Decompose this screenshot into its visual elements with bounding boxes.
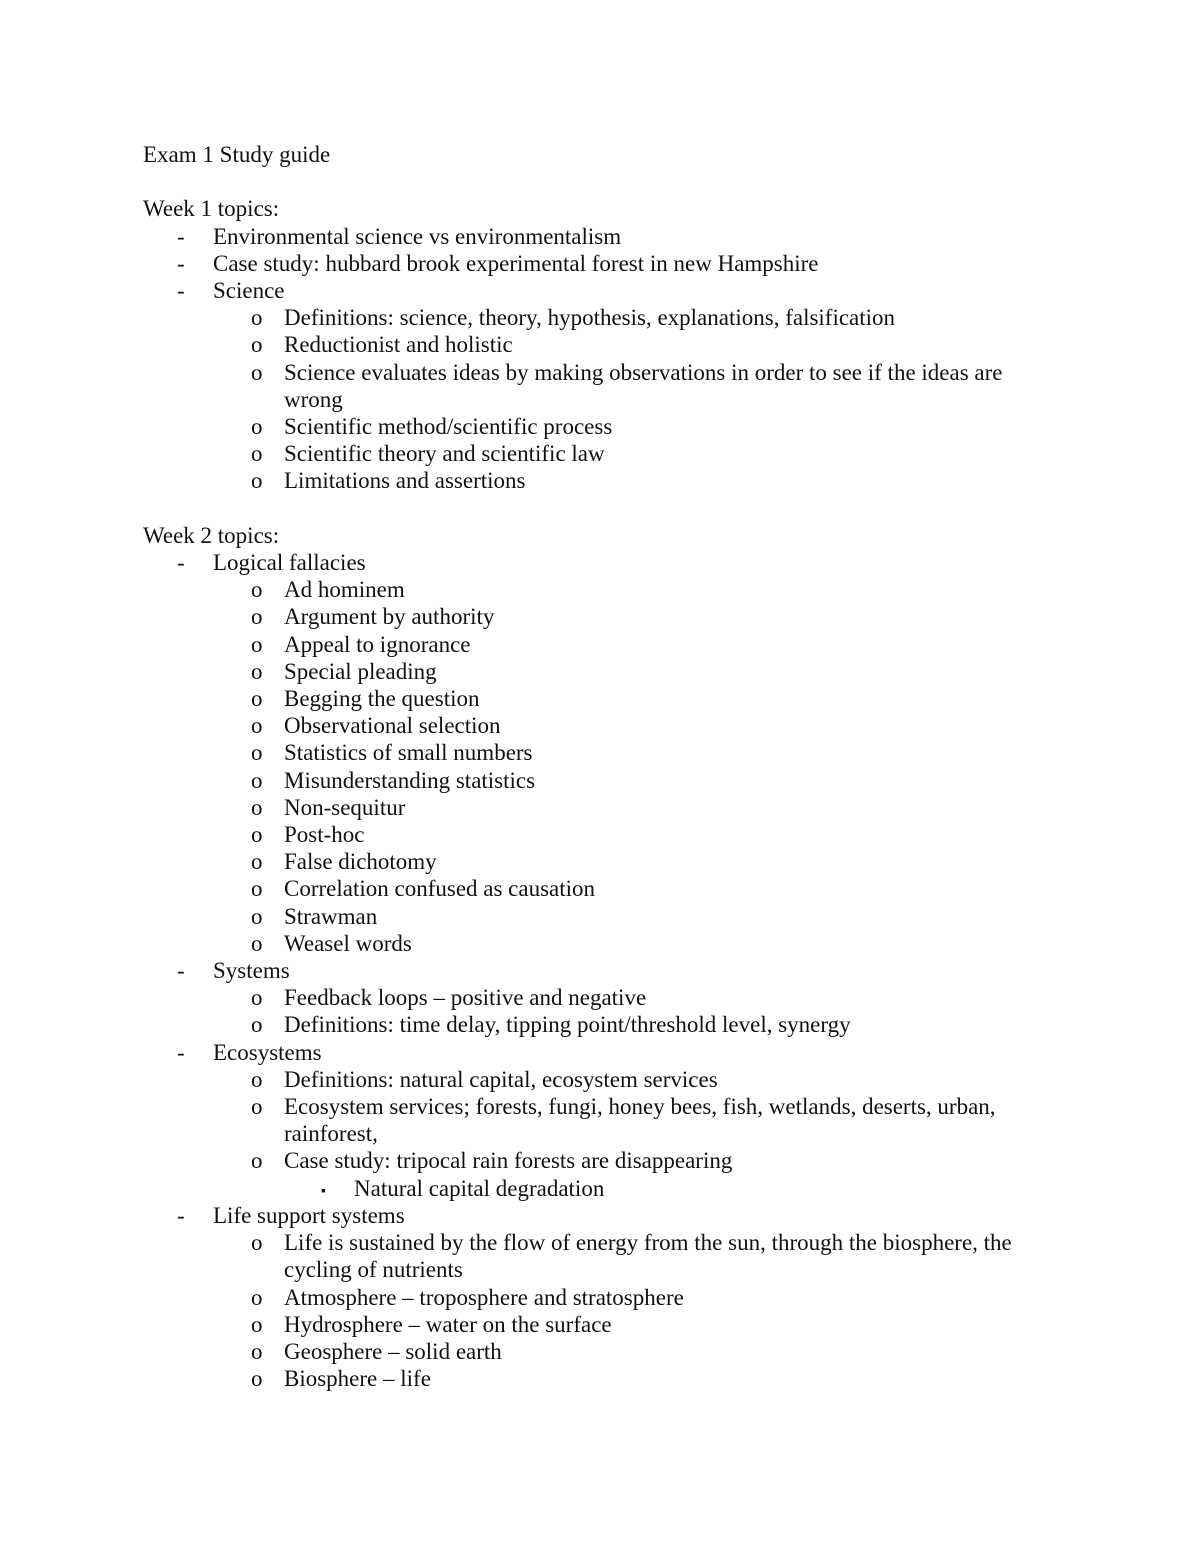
list-item-level-1	[143, 1039, 1043, 1066]
circle-bullet-icon: o	[251, 441, 263, 467]
circle-bullet-icon: o	[251, 686, 263, 712]
list-item-text: Ad hominem	[284, 577, 405, 603]
list-item-text: Reductionist and holistic	[284, 332, 513, 358]
list-item-level-2	[143, 930, 1043, 957]
list-item-text: Observational selection	[284, 713, 501, 739]
list-item-text: Scientific method/scientific process	[284, 414, 613, 440]
list-item-continuation	[143, 1256, 1043, 1283]
list-item-text: Limitations and assertions	[284, 468, 526, 494]
list-item-level-2	[143, 413, 1043, 440]
section-heading: Week 1 topics:	[143, 196, 280, 222]
circle-bullet-icon: o	[251, 631, 263, 657]
list-item-text: Atmosphere – troposphere and stratosphere	[284, 1284, 684, 1310]
list-item-text: Special pleading	[284, 658, 437, 684]
circle-bullet-icon: o	[251, 305, 263, 331]
list-item-text: wrong	[284, 386, 343, 412]
list-item-level-2	[143, 304, 1043, 331]
list-item-level-1	[143, 277, 1043, 304]
circle-bullet-icon: o	[251, 985, 263, 1011]
circle-bullet-icon: o	[251, 1094, 263, 1120]
list-item-level-2	[143, 603, 1043, 630]
list-item-text: Environmental science vs environmentalism	[213, 223, 622, 249]
list-item-text: Hydrosphere – water on the surface	[284, 1311, 612, 1337]
list-item-text: cycling of nutrients	[284, 1257, 463, 1283]
list-item-level-2	[143, 794, 1043, 821]
list-item-text: Definitions: science, theory, hypothesis, explanations, falsification	[284, 305, 896, 331]
list-item-level-2	[143, 1338, 1043, 1365]
sections-container	[143, 195, 1043, 1392]
dash-bullet-icon: -	[177, 550, 185, 576]
list-item-level-2	[143, 1311, 1043, 1338]
list-item-level-2	[143, 685, 1043, 712]
list-item-text: Biosphere – life	[284, 1366, 431, 1392]
list-item-text: Correlation confused as causation	[284, 876, 596, 902]
circle-bullet-icon: o	[251, 1230, 263, 1256]
list-item-text: Statistics of small numbers	[284, 740, 533, 766]
circle-bullet-icon: o	[251, 767, 263, 793]
list-item-text: Non-sequitur	[284, 794, 406, 820]
dash-bullet-icon: -	[177, 223, 185, 249]
list-item-text: Science	[213, 278, 285, 303]
list-item-text: Argument by authority	[284, 604, 495, 630]
document-title: Exam 1 Study guide	[143, 142, 331, 167]
list-item-text: Case study: hubbard brook experimental forest in new Hampshire	[213, 250, 819, 276]
square-bullet-icon: ▪	[321, 1183, 326, 1199]
list-item-text: Systems	[213, 958, 290, 984]
study-guide-document	[143, 141, 1043, 1392]
list-item-level-2	[143, 359, 1043, 386]
list-item-text: Scientific theory and scientific law	[284, 441, 605, 467]
list-item-level-2	[143, 1093, 1043, 1120]
circle-bullet-icon: o	[251, 876, 263, 902]
list-item-continuation	[143, 386, 1043, 413]
list-item-text: Logical fallacies	[213, 550, 366, 576]
list-item-level-2	[143, 1066, 1043, 1093]
list-item-text: rainforest,	[284, 1121, 378, 1147]
circle-bullet-icon: o	[251, 1338, 263, 1364]
list-item-text: Natural capital degradation	[354, 1175, 605, 1201]
list-item-level-2	[143, 767, 1043, 794]
list-item-text: Definitions: time delay, tipping point/threshold level, synergy	[284, 1012, 851, 1038]
list-item-text: Misunderstanding statistics	[284, 767, 536, 793]
list-item-level-2	[143, 984, 1043, 1011]
circle-bullet-icon: o	[251, 713, 263, 739]
list-item-text: False dichotomy	[284, 849, 437, 875]
list-item-text: Life is sustained by the flow of energy from the sun, through the biosphere, the	[284, 1230, 1012, 1256]
circle-bullet-icon: o	[251, 604, 263, 630]
list-item-level-1	[143, 1202, 1043, 1229]
list-item-level-2	[143, 1229, 1043, 1256]
circle-bullet-icon: o	[251, 740, 263, 766]
list-item-text: Ecosystems	[213, 1039, 322, 1065]
list-item-level-1	[143, 223, 1043, 250]
list-item-level-1	[143, 250, 1043, 277]
dash-bullet-icon: -	[177, 278, 185, 303]
list-item-level-2	[143, 467, 1043, 494]
circle-bullet-icon: o	[251, 1366, 263, 1392]
list-item-level-1	[143, 549, 1043, 576]
list-item-level-2	[143, 658, 1043, 685]
list-item-level-2	[143, 875, 1043, 902]
list-item-level-2	[143, 331, 1043, 358]
list-item-level-2	[143, 821, 1043, 848]
list-item-level-1	[143, 957, 1043, 984]
blank-line	[143, 495, 1043, 522]
circle-bullet-icon: o	[251, 1284, 263, 1310]
dash-bullet-icon: -	[177, 1202, 185, 1228]
circle-bullet-icon: o	[251, 794, 263, 820]
list-item-level-2	[143, 1011, 1043, 1038]
list-item-level-2	[143, 848, 1043, 875]
section-week-2	[143, 522, 1043, 1393]
list-item-text: Strawman	[284, 903, 378, 929]
circle-bullet-icon: o	[251, 822, 263, 848]
list-item-text: Appeal to ignorance	[284, 631, 471, 657]
section-heading: Week 2 topics:	[143, 522, 280, 548]
circle-bullet-icon: o	[251, 849, 263, 875]
circle-bullet-icon: o	[251, 359, 263, 385]
list-item-text: Science evaluates ideas by making observations in order to see if the ideas are	[284, 359, 1003, 385]
list-item-text: Life support systems	[213, 1202, 405, 1228]
dash-bullet-icon: -	[177, 250, 185, 276]
list-item-level-2	[143, 1284, 1043, 1311]
circle-bullet-icon: o	[251, 658, 263, 684]
dash-bullet-icon: -	[177, 958, 185, 984]
list-item-level-2	[143, 576, 1043, 603]
list-item-text: Case study: tripocal rain forests are disappearing	[284, 1148, 733, 1174]
circle-bullet-icon: o	[251, 468, 263, 494]
list-item-text: Weasel words	[284, 930, 412, 956]
list-item-level-3	[143, 1175, 1043, 1202]
circle-bullet-icon: o	[251, 1012, 263, 1038]
circle-bullet-icon: o	[251, 1148, 263, 1174]
list-item-level-2	[143, 1147, 1043, 1174]
circle-bullet-icon: o	[251, 903, 263, 929]
circle-bullet-icon: o	[251, 577, 263, 603]
circle-bullet-icon: o	[251, 414, 263, 440]
dash-bullet-icon: -	[177, 1039, 185, 1065]
list-item-level-2	[143, 903, 1043, 930]
list-item-level-2	[143, 712, 1043, 739]
list-item-text: Geosphere – solid earth	[284, 1338, 502, 1364]
list-item-level-2	[143, 739, 1043, 766]
list-item-level-2	[143, 440, 1043, 467]
circle-bullet-icon: o	[251, 332, 263, 358]
list-item-text: Definitions: natural capital, ecosystem services	[284, 1066, 718, 1092]
circle-bullet-icon: o	[251, 1066, 263, 1092]
list-item-text: Feedback loops – positive and negative	[284, 985, 647, 1011]
section-week-1	[143, 195, 1043, 494]
circle-bullet-icon: o	[251, 1311, 263, 1337]
list-item-text: Ecosystem services; forests, fungi, honey bees, fish, wetlands, deserts, urban,	[284, 1094, 996, 1120]
list-item-level-2	[143, 1365, 1043, 1392]
list-item-level-2	[143, 631, 1043, 658]
list-item-continuation	[143, 1120, 1043, 1147]
list-item-text: Begging the question	[284, 686, 480, 712]
blank-line	[143, 168, 1043, 195]
circle-bullet-icon: o	[251, 930, 263, 956]
list-item-text: Post-hoc	[284, 822, 365, 848]
